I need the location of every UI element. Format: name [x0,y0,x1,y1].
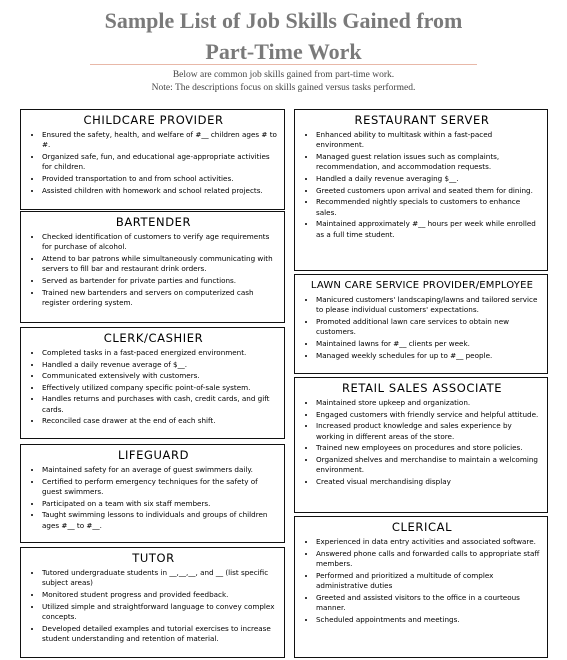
skill-list [302,537,542,625]
section-title: TUTOR [132,551,175,565]
skill-item: • Checked identification of customers to verify age requirements for purchase of alcohol. [42,232,279,253]
lawn-section [294,274,548,374]
skill-list [28,232,279,308]
skill-item: • Served as bartender for private parties and functions. [42,276,279,286]
retail-section [294,377,548,513]
skill-item: • Organized shelves and merchandise to maintain a welcoming environment. [316,455,542,476]
skill-item: • Trained new bartenders and servers on computerized cash register ordering system. [42,288,279,309]
skill-item: • Tutored undergraduate students in __,__,__, and __ (list specific subject areas) [42,568,279,589]
skill-item: • Performed and prioritized a multitude of complex administrative duties [316,571,542,592]
skill-item: • Assisted children with homework and school related projects. [42,186,279,196]
section-title: CHILDCARE PROVIDER [83,113,224,127]
skill-list [28,568,279,644]
skill-item: • Maintained store upkeep and organization. [316,398,542,408]
skill-item: • Reconciled case drawer at the end of each shift. [42,416,279,426]
childcare-section [20,109,285,210]
skill-item: • Experienced in data entry activities and associated software. [316,537,542,547]
skill-item: • Attend to bar patrons while simultaneously communicating with servers to fill bar and restaurant drink orders. [42,254,279,275]
skill-item: • Maintained safety for an average of guest swimmers daily. [42,465,279,475]
intro-line2: Note: The descriptions focus on skills gained versus tasks performed. [151,83,416,93]
clerical-section [294,516,548,658]
section-title: LIFEGUARD [117,448,190,462]
skill-item: • Completed tasks in a fast-paced energized environment. [42,348,279,358]
restaurant-section [294,109,548,271]
section-title: RETAIL SALES ASSOCIATE [341,381,503,395]
skill-list [302,295,542,361]
skill-item: • Taught swimming lessons to individuals and groups of children ages #__ to #__. [42,510,279,531]
section-title: RESTAURANT SERVER [354,113,490,127]
skill-item: • Greeted customers upon arrival and seated them for dining. [316,186,542,196]
page-title-line1: Sample List of Job Skills Gained from [104,8,463,33]
skill-item: • Communicated extensively with customers. [42,371,279,381]
skill-item: • Increased product knowledge and sales experience by working in different areas of the store. [316,421,542,442]
skill-item: • Managed guest relation issues such as complaints, recommendation, and accommodation requests. [316,152,542,173]
skill-list [302,130,542,240]
skill-item: • Developed detailed examples and tutorial exercises to increase student understanding and retention of material. [42,624,279,645]
section-title: LAWN CARE SERVICE PROVIDER/EMPLOYEE [310,280,534,291]
skill-item: • Promoted additional lawn care services to obtain new customers. [316,317,542,338]
section-title: CLERK/CASHIER [103,331,204,345]
skill-item: • Created visual merchandising display [316,477,542,487]
tutor-section [20,547,285,658]
section-title: CLERICAL [391,520,453,534]
skill-list [28,130,279,196]
skill-list [28,465,279,531]
skill-item: • Handled a daily revenue averaging $__. [316,174,542,184]
skill-item: • Effectively utilized company specific point-of-sale system. [42,383,279,393]
page-title-line2: Part-Time Work [205,39,362,64]
skill-item: • Provided transportation to and from school activities. [42,174,279,184]
skill-item: • Managed weekly schedules for up to #__ people. [316,351,542,361]
skill-item: • Greeted and assisted visitors to the office in a courteous manner. [316,593,542,614]
skill-item: • Certified to perform emergency techniques for the safety of guest swimmers. [42,477,279,498]
lifeguard-section [20,444,285,543]
skill-list [302,398,542,487]
section-title: BARTENDER [115,215,192,229]
skill-item: • Engaged customers with friendly service and helpful attitude. [316,410,542,420]
skill-item: • Participated on a team with six staff members. [42,499,279,509]
clerk-section [20,327,285,439]
skill-item: • Ensured the safety, health, and welfare of #__ children ages # to #. [42,130,279,151]
bartender-section [20,211,285,323]
skill-item: • Monitored student progress and provided feedback. [42,590,279,600]
skill-item: • Utilized simple and straightforward language to convey complex concepts. [42,602,279,623]
skill-item: • Scheduled appointments and meetings. [316,615,542,625]
skill-item: • Enhanced ability to multitask within a fast-paced environment. [316,130,542,151]
skill-item: • Organized safe, fun, and educational age-appropriate activities for children. [42,152,279,173]
skill-item: • Handled a daily revenue average of $__. [42,360,279,370]
skill-item: • Trained new employees on procedures and store policies. [316,443,542,453]
skill-item: • Manicured customers' landscaping/lawns and tailored service to please individual customers' expectations. [316,295,542,316]
skill-item: • Maintained lawns for #__ clients per week. [316,339,542,349]
title-divider [90,64,477,65]
skill-item: • Maintained approximately #__ hours per week while enrolled as a full time student. [316,219,542,240]
skill-list [28,348,279,427]
skill-item: • Recommended nightly specials to customers to enhance sales. [316,197,542,218]
skill-item: • Handles returns and purchases with cash, credit cards, and gift cards. [42,394,279,415]
skill-item: • Answered phone calls and forwarded calls to appropriate staff members. [316,549,542,570]
intro-line1: Below are common job skills gained from part-time work. [172,70,395,80]
